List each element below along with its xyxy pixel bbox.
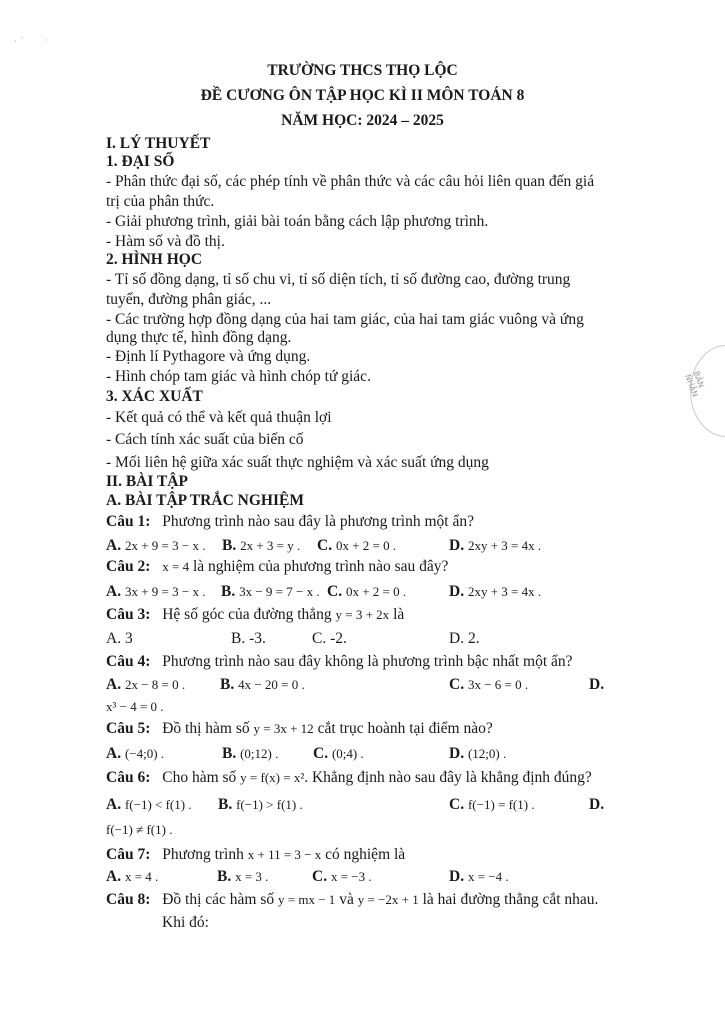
option-c: C. (0;4) .	[313, 745, 364, 762]
question-label: Câu 4:	[106, 653, 151, 670]
option-b: B. 3x − 9 = 7 − x .	[221, 583, 320, 600]
geometry-line: - Hình chóp tam giác và hình chóp tứ giác.	[106, 368, 371, 385]
option-b: B. -3.	[231, 630, 266, 647]
geometry-heading: 2. HÌNH HỌC	[106, 251, 203, 268]
question-expression: x + 11 = 3 − x	[247, 847, 322, 862]
algebra-line: - Phân thức đại số, các phép tính về phân thức và các câu hỏi liên quan đến giá	[106, 173, 595, 190]
stamp-text: BẢN NHẬN	[683, 370, 706, 399]
question-8-continuation: Khi đó:	[162, 914, 209, 931]
probability-line: - Mối liên hệ giữa xác suất thực nghiệm và xác suất ứng dụng	[106, 454, 489, 471]
question-text-end: cắt trục hoành tại điểm nào?	[317, 720, 493, 737]
question-text-end: là hai đường thẳng cắt nhau.	[422, 891, 599, 908]
option-d: D. 2.	[449, 630, 480, 647]
question-expression: x = 4	[162, 559, 190, 574]
algebra-heading: 1. ĐẠI SỐ	[106, 153, 175, 170]
school-year: NĂM HỌC: 2024 – 2025	[281, 112, 444, 129]
question-label: Câu 2:	[106, 558, 151, 575]
algebra-line: - Giải phương trình, giải bài toán bằng cách lập phương trình.	[106, 213, 489, 230]
option-b: B. (0;12) .	[222, 745, 279, 762]
question-text: Hệ số góc của đường thẳng	[162, 606, 332, 623]
option-d-label: D.	[589, 676, 605, 693]
multiple-choice-heading: A. BÀI TẬP TRẮC NGHIỆM	[106, 492, 304, 509]
option-c: C. x = −3 .	[312, 868, 372, 885]
school-name: TRƯỜNG THCS THỌ LỘC	[267, 62, 458, 79]
option-c: C. f(−1) = f(1) .	[449, 796, 535, 813]
question-3	[106, 605, 404, 625]
probability-line: - Cách tính xác suất của biến cố	[106, 431, 304, 448]
question-expression: y = 3x + 12	[253, 721, 314, 736]
question-5	[106, 719, 493, 739]
question-label: Câu 1:	[106, 513, 151, 530]
question-4	[106, 652, 573, 672]
question-text-end: là	[393, 606, 405, 623]
question-expression: y = f(x) = x²	[240, 770, 305, 785]
question-text-end: có nghiệm là	[325, 846, 406, 863]
question-label: Câu 3:	[106, 606, 151, 623]
algebra-line: trị của phân thức.	[106, 193, 215, 210]
algebra-line: - Hàm số và đồ thị.	[106, 233, 225, 250]
document-title: ĐỀ CƯƠNG ÔN TẬP HỌC KÌ II MÔN TOÁN 8	[200, 87, 525, 104]
geometry-line: dụng thực tế, hình đồng dạng.	[106, 329, 292, 346]
question-expression: y = 3 + 2x	[335, 607, 390, 622]
option-d: D. x = −4 .	[449, 868, 509, 885]
question-8	[106, 890, 598, 910]
question-label: Câu 8:	[106, 891, 151, 908]
geometry-line: - Định lí Pythagore và ứng dụng.	[106, 348, 311, 365]
scan-mark: ⸱ ´	[14, 37, 24, 47]
option-c: C. 0x + 2 = 0 .	[327, 583, 407, 600]
option-b: B. 4x − 20 = 0 .	[220, 676, 305, 693]
exercises-heading: II. BÀI TẬP	[106, 473, 188, 490]
probability-line: - Kết quả có thể và kết quả thuận lợi	[106, 409, 332, 426]
question-text: Phương trình nào sau đây là phương trình một ẩn?	[162, 513, 474, 530]
question-label: Câu 5:	[106, 720, 151, 737]
option-a: A. x = 4 .	[106, 868, 159, 885]
option-d: D. (12;0) .	[449, 745, 507, 762]
option-a: A. 2x + 9 = 3 − x .	[106, 537, 206, 554]
question-1	[106, 512, 474, 532]
option-c: C. 3x − 6 = 0 .	[449, 676, 529, 693]
question-7	[106, 845, 405, 865]
option-c: C. -2.	[312, 630, 347, 647]
question-label: Câu 6:	[106, 769, 151, 786]
option-a: A. 3x + 9 = 3 − x .	[106, 583, 206, 600]
option-b: B. x = 3 .	[217, 868, 269, 885]
option-a: A. f(−1) < f(1) .	[106, 796, 192, 813]
option-d-value: x³ − 4 = 0 .	[106, 699, 164, 714]
question-2	[106, 557, 448, 577]
question-expression: y = −2x + 1	[357, 892, 419, 907]
question-text-end: . Khẳng định nào sau đây là khẳng định đúng?	[304, 769, 592, 786]
question-text: Đồ thị các hàm số	[162, 891, 275, 908]
question-text: Đồ thị hàm số	[162, 720, 250, 737]
section-theory-heading: I. LÝ THUYẾT	[106, 135, 211, 152]
question-text: là nghiệm của phương trình nào sau đây?	[192, 558, 449, 575]
question-text: Phương trình	[162, 846, 244, 863]
question-expression: y = mx − 1	[278, 892, 336, 907]
option-c: C. 0x + 2 = 0 .	[317, 537, 397, 554]
geometry-line: tuyến, đường phân giác, ...	[106, 291, 272, 308]
question-6	[106, 768, 592, 788]
option-d: D. 2xy + 3 = 4x .	[449, 583, 542, 600]
option-b: B. 2x + 3 = y .	[222, 537, 301, 554]
geometry-line: - Các trường hợp đồng dạng của hai tam giác, của hai tam giác vuông và ứng	[106, 311, 584, 328]
scan-mark: ·	[44, 36, 47, 46]
option-b: B. f(−1) > f(1) .	[218, 796, 303, 813]
option-d-value: f(−1) ≠ f(1) .	[106, 822, 173, 837]
option-d-label: D.	[589, 796, 605, 813]
probability-heading: 3. XÁC XUẤT	[106, 388, 203, 405]
option-a: A. 2x − 8 = 0 .	[106, 676, 186, 693]
geometry-line: - Tỉ số đồng dạng, tỉ số chu vi, tỉ số diện tích, tỉ số đường cao, đường trung	[106, 271, 571, 288]
option-d: D. 2xy + 3 = 4x .	[449, 537, 542, 554]
option-a: A. (−4;0) .	[106, 745, 165, 762]
question-conjunction: và	[339, 891, 354, 908]
option-a: A. 3	[106, 630, 133, 647]
question-text: Cho hàm số	[162, 769, 237, 786]
question-text: Phương trình nào sau đây không là phương trình bậc nhất một ẩn?	[162, 653, 573, 670]
question-label: Câu 7:	[106, 846, 151, 863]
